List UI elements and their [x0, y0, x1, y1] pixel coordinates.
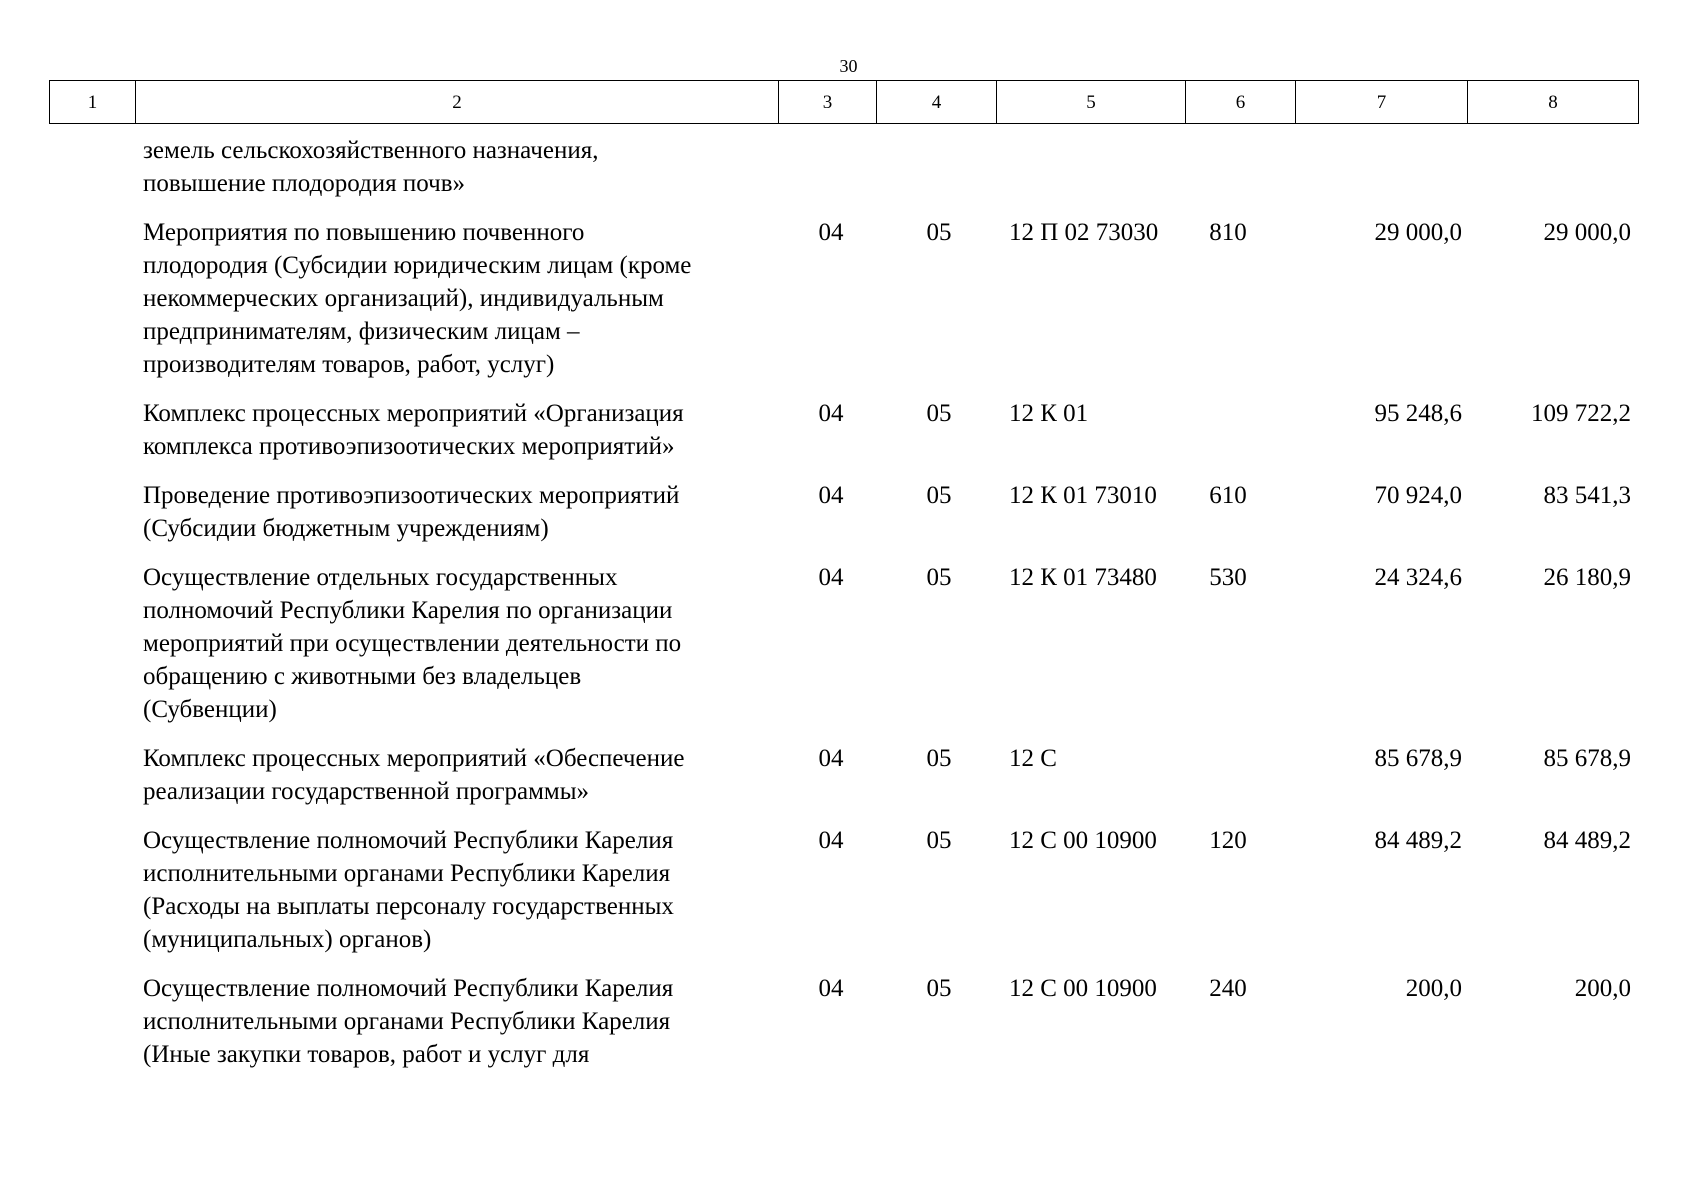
row-expense-type — [1188, 134, 1268, 200]
table-row — [49, 742, 1639, 808]
table-header — [49, 80, 1639, 124]
header-col-1: 1 — [50, 81, 136, 123]
row-target-article: 12 С 00 10900 — [1009, 827, 1157, 854]
row-subsection: 05 — [926, 827, 952, 854]
row-amount-year2: 84 489,2 — [1543, 827, 1631, 854]
row-expense-type: 610 — [1209, 482, 1247, 509]
row-target-article: 12 П 02 73030 — [1009, 219, 1159, 246]
row-name: Осуществление полномочий Республики Карелия исполнительными органами Республики Карелия (Иные закупки товаров, работ и услуг для — [143, 975, 674, 1068]
row-amount-year2: 26 180,9 — [1543, 564, 1631, 591]
table-row — [49, 397, 1639, 463]
row-target-article: 12 К 01 73480 — [1009, 564, 1157, 591]
row-name: земель сельскохозяйственного назначения, повышение плодородия почв» — [143, 137, 599, 197]
row-section: 04 — [818, 975, 844, 1002]
row-amount-year1 — [1268, 134, 1470, 200]
row-name: Осуществление полномочий Республики Карелия исполнительными органами Республики Карелия (Расходы на выплаты персоналу государственных (муниципальных) органов) — [143, 827, 674, 953]
table-row — [49, 972, 1639, 1071]
table-row — [49, 479, 1639, 545]
row-expense-type: 240 — [1209, 975, 1247, 1002]
row-target-article: 12 К 01 — [1009, 400, 1089, 427]
header-col-3: 3 — [779, 81, 877, 123]
page-number: 30 — [839, 56, 858, 76]
table-row — [49, 134, 1639, 200]
table-row — [49, 561, 1639, 726]
row-target-article: 12 С 00 10900 — [1009, 975, 1157, 1002]
row-name: Проведение противоэпизоотических мероприятий (Субсидии бюджетным учреждениям) — [143, 482, 680, 542]
row-expense-type: 120 — [1209, 827, 1247, 854]
row-subsection: 05 — [926, 975, 952, 1002]
row-expense-type: 810 — [1209, 219, 1247, 246]
row-section: 04 — [818, 400, 844, 427]
row-subsection — [879, 134, 999, 200]
row-target-article: 12 К 01 73010 — [1009, 482, 1157, 509]
row-section: 04 — [818, 482, 844, 509]
row-amount-year1: 84 489,2 — [1374, 827, 1462, 854]
header-col-7: 7 — [1296, 81, 1468, 123]
row-name: Мероприятия по повышению почвенного плодородия (Субсидии юридическим лицам (кроме некоммерческих организаций), индивидуальным предпринимателям, физическим лицам – производителям товаров, работ, услуг) — [143, 219, 692, 378]
table-row — [49, 824, 1639, 956]
row-amount-year1: 29 000,0 — [1374, 219, 1462, 246]
row-expense-type: 530 — [1209, 564, 1247, 591]
header-col-5: 5 — [997, 81, 1186, 123]
row-target-article: 12 С — [1009, 745, 1057, 772]
row-amount-year1: 70 924,0 — [1374, 482, 1462, 509]
header-col-2: 2 — [136, 81, 779, 123]
row-subsection: 05 — [926, 745, 952, 772]
row-amount-year2: 200,0 — [1574, 975, 1631, 1002]
row-section: 04 — [818, 827, 844, 854]
row-amount-year2: 29 000,0 — [1543, 219, 1631, 246]
row-amount-year1: 85 678,9 — [1374, 745, 1462, 772]
row-section: 04 — [818, 219, 844, 246]
header-col-8: 8 — [1548, 92, 1558, 113]
row-expense-type — [1188, 742, 1268, 808]
row-name: Комплекс процессных мероприятий «Организация комплекса противоэпизоотических мероприятий» — [143, 400, 684, 460]
row-subsection: 05 — [926, 219, 952, 246]
row-subsection: 05 — [926, 564, 952, 591]
row-name: Осуществление отдельных государственных полномочий Республики Карелия по организации мероприятий при осуществлении деятельности по обращению с животными без владельцев (Субвенции) — [143, 564, 682, 723]
row-amount-year1: 24 324,6 — [1374, 564, 1462, 591]
row-subsection: 05 — [926, 400, 952, 427]
row-section: 04 — [818, 745, 844, 772]
table-body — [49, 134, 1639, 1087]
row-amount-year2: 85 678,9 — [1543, 745, 1631, 772]
row-amount-year2: 109 722,2 — [1531, 400, 1631, 427]
row-name: Комплекс процессных мероприятий «Обеспечение реализации государственной программы» — [143, 745, 685, 805]
row-expense-type — [1188, 397, 1268, 463]
row-section: 04 — [818, 564, 844, 591]
row-amount-year2 — [1470, 134, 1639, 200]
header-col-6: 6 — [1186, 81, 1296, 123]
row-subsection: 05 — [926, 482, 952, 509]
row-amount-year1: 200,0 — [1405, 975, 1462, 1002]
row-target-article — [999, 134, 1188, 200]
row-amount-year1: 95 248,6 — [1374, 400, 1462, 427]
table-row — [49, 216, 1639, 381]
row-amount-year2: 83 541,3 — [1543, 482, 1631, 509]
header-col-4: 4 — [877, 81, 997, 123]
row-section — [783, 134, 879, 200]
